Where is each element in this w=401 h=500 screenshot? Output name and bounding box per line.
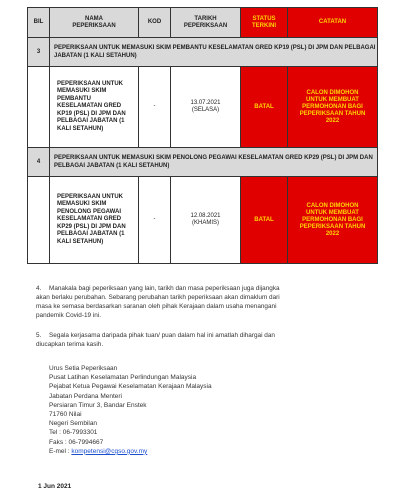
section-number: 4 (28, 148, 50, 177)
exam-date: 13.07.2021 (190, 99, 221, 106)
status-badge: BATAL (241, 177, 288, 264)
exam-date-cell (171, 67, 241, 148)
contact-address (49, 364, 212, 456)
exam-day: (KHAMIS) (192, 220, 219, 226)
exam-date: 12.08.2021 (190, 212, 221, 219)
address-line: Pejabat Ketua Pegawai Keselamatan Kerajaan Malaysia (49, 383, 212, 391)
address-line: Negeri Sembilan (49, 420, 98, 428)
paragraph-line: Segala kerjasama daripada pihak tuan/ puan dalam hal ini amatlah dihargai dan (49, 332, 275, 339)
section-number: 3 (28, 38, 50, 67)
paragraph-line: Manakala bagi peperiksaan yang lain, tarikh dan masa peperiksaan juga dijangka (49, 285, 280, 292)
exam-day: (SELASA) (191, 107, 220, 113)
header-kod: KOD (139, 8, 171, 38)
email-line (49, 447, 212, 456)
paragraph-number: 5. (36, 332, 42, 339)
section-row (28, 148, 378, 177)
header-nama (50, 8, 139, 38)
exam-note: CALON DIMOHON UNTUK MEMBUAT PERMOHONAN BAGI PEPERIKSAAN TAHUN 2022 (288, 177, 378, 264)
address-line: Tel : 06-7993301 (49, 429, 98, 437)
address-line: Faks : 06-7994667 (49, 438, 104, 446)
header-catatan: CATATAN (288, 8, 378, 38)
email-label: E-mel : (49, 447, 72, 455)
empty-cell (28, 67, 50, 148)
section-title: PEPERIKSAAN UNTUK MEMASUKI SKIM PEMBANTU KESELAMATAN GRED KP19 (PSL) DI JPM DAN PELBAGAI JABATAN (1 KALI SETAHUN) (50, 38, 378, 67)
header-nama-text: NAMA PEPERIKSAAN (72, 15, 116, 29)
exam-code: - (139, 67, 171, 148)
status-badge: BATAL (241, 67, 288, 148)
exam-name: PEPERIKSAAN UNTUK MEMASUKI SKIM PEMBANTU KESELAMATAN GRED KP19 (PSL) DI JPM DAN PELBAGAI JABATAN (1 KALI SETAHUN) (50, 67, 139, 148)
address-line: 71760 Nilai (49, 411, 82, 419)
paragraph-line: pandemik Covid-19 ini. (36, 312, 102, 319)
empty-cell (28, 177, 50, 264)
paragraph-line: masa ke semasa berdasarkan saranan oleh pihak Kerajaan dalam usaha menangani (36, 303, 277, 310)
exam-name: PEPERIKSAAN UNTUK MEMASUKI SKIM PENOLONG PEGAWAI KESELAMATAN GRED KP29 (PSL) DI JPM DAN PELBAGAI JABATAN (1 KALI SETAHUN) (50, 177, 139, 264)
email-link[interactable]: kompetensi@cgso.gov.my (71, 447, 148, 455)
header-tarikh (171, 8, 241, 38)
table-header-row (28, 8, 378, 38)
document-date: 1 Jun 2021 (38, 483, 72, 490)
exam-schedule-table (27, 7, 378, 264)
exam-row (28, 177, 378, 264)
exam-date-cell (171, 177, 241, 264)
address-line: Persiaran Timur 3, Bandar Enstek (49, 401, 147, 409)
section-title: PEPERIKSAAN UNTUK MEMASUKI SKIM PENOLONG PEGAWAI KESELAMATAN GRED KP29 (PSL) DI JPM DAN PELBAGAI JABATAN (1 KALI SETAHUN) (50, 148, 378, 177)
paragraph-line: akan berlaku perubahan. Sebarang perubahan tarikh peperiksaan akan dimaklum dari (36, 294, 280, 301)
exam-code: - (139, 177, 171, 264)
address-line: Urus Setia Peperiksaan (49, 365, 118, 372)
header-status (241, 8, 288, 38)
paragraph-line: diucapkan terima kasih. (36, 341, 104, 348)
section-row (28, 38, 378, 67)
header-status-text: STATUS TERKINI (252, 15, 276, 29)
header-tarikh-text: TARIKH PEPERIKSAAN (183, 15, 228, 29)
exam-note: CALON DIMOHON UNTUK MEMBUAT PERMOHONAN BAGI PEPERIKSAAN TAHUN 2022 (288, 67, 378, 148)
address-line: Pusat Latihan Keselamatan Perlindungan Malaysia (49, 374, 197, 382)
exam-row (28, 67, 378, 148)
header-bil: BIL (28, 8, 50, 38)
address-line: Jabatan Perdana Menteri (49, 392, 122, 400)
paragraph-number: 4. (36, 285, 42, 292)
